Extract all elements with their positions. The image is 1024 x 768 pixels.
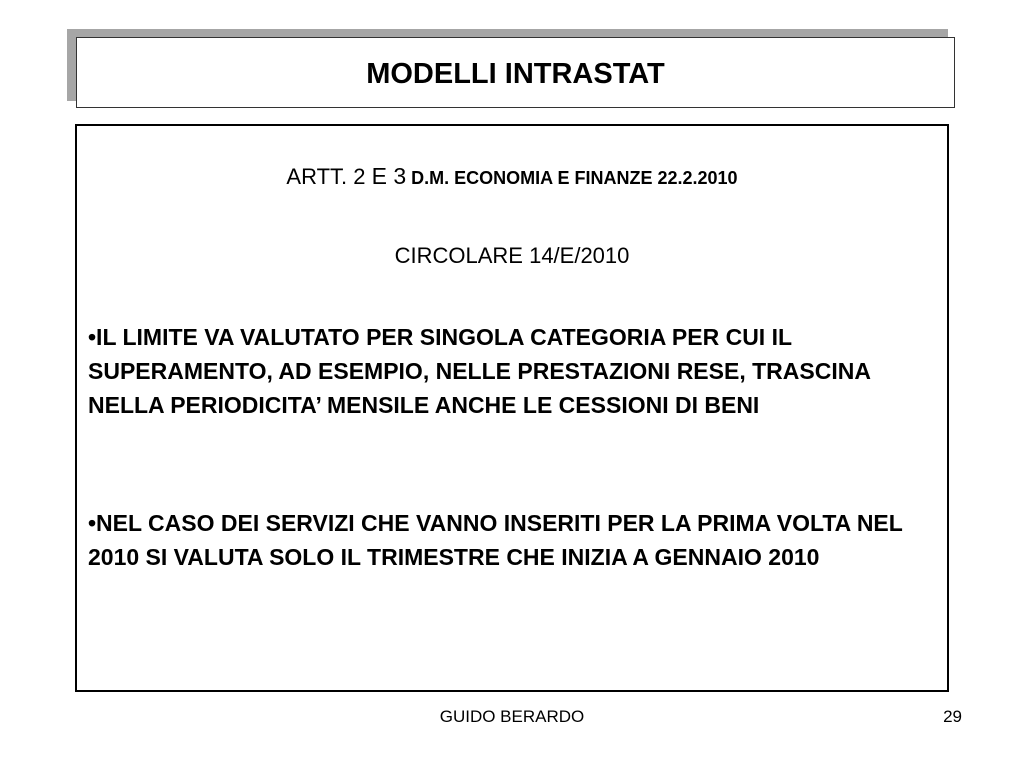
- page-number: 29: [943, 707, 962, 726]
- circular-heading: CIRCOLARE 14/E/2010: [394, 243, 630, 268]
- footer-author: GUIDO BERARDO: [439, 707, 585, 726]
- reference-heading: [77, 163, 947, 190]
- bullet-item: •IL LIMITE VA VALUTATO PER SINGOLA CATEGORIA PER CUI IL SUPERAMENTO, AD ESEMPIO, NELLE PRESTAZIONI RESE, TRASCINA NELLA PERIODICITA’ MENSILE ANCHE LE CESSIONI DI BENI: [88, 324, 871, 418]
- reference-part-2: E 3: [371, 163, 407, 189]
- bullet-item: •NEL CASO DEI SERVIZI CHE VANNO INSERITI PER LA PRIMA VOLTA NEL 2010 SI VALUTA SOLO IL TRIMESTRE CHE INIZIA A GENNAIO 2010: [88, 510, 903, 570]
- reference-part-3: D.M. ECONOMIA E FINANZE 22.2.2010: [406, 168, 738, 188]
- reference-part-1: ARTT. 2: [286, 164, 372, 189]
- title-box: [76, 37, 955, 108]
- content-box: [75, 124, 949, 692]
- slide-title: MODELLI INTRASTAT: [366, 58, 665, 90]
